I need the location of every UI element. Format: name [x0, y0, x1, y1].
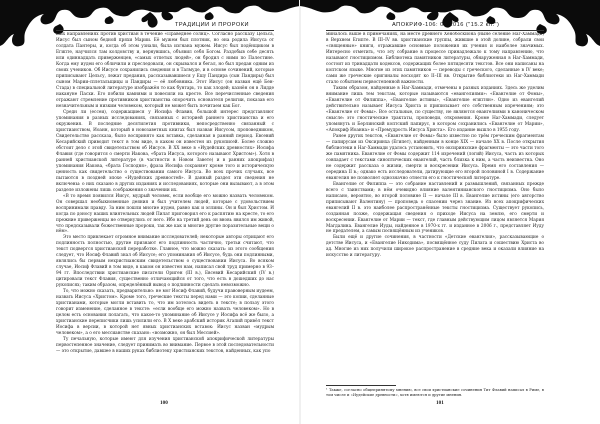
running-head-right: АПОКРИФ-106: 08.2016 ("15.2 кл.") — [392, 22, 500, 28]
left-paragraph: ших направлениях против христиан в течение «Праведнее солнц». Согласно рассказу Цельса, Иисус был сыном бедной пряхи Марии. Её мужем был плотник, но она родила Иисуса от солдата Пантеры, и, когда об этом узнали, была изгнана мужем. Иисус был подёнщиком в Египте, научился там колдовству и, вернувшись, объявил себя Богом. Раздобыв себе десять или одиннадцать приверженцев, «самых отпетых людей», он бродил с ними по Палестине. Когда ему иудеи его обличили и преследовали, он скрывался и бегал, но был предан одним из своих учеников. Об Иисусе сохранились сведения и в Талмуде, и в основе сочинений, которые приписывают Цельсу, лежат предания, рассказывавшиеся у Ешу Пандира (сын Пандиры) был сыном Марии-сплетальщицы и Пандиры — её любовника. Этот Иисус (он назван ещё Бен-Стада) в специальной литературе изображён то как бунтарь, то как злодей; казнён он в Лидде накануне Пасхи. Его побили камнями и повесили на кресте. Все перечисленные сведения отражают стремление противников христианства опорочить основателя религии, показав его незначительным и низким человеком, который не может быть почитаем как Бог. — [56, 32, 274, 109]
header-rule-right — [326, 30, 544, 31]
left-paragraph: То, что можно сказать, предварительно: не мог Иосиф Флавий, будучи правоверным иудеем, назвать Иисуса «Христом». Кроме того, греческие тексты перед нами — это копии, сделанные христианами, которые могли вставить то, что им хотелось видеть в тексте; в пользу этого говорит изменение, сделанное в тексте: «если вообще его можно назвать человеком». Но в целом есть основания полагать, что какое-то упоминание об Иисусе у Иосифа всё же было, а христианские переписчики лишь усилили его. В X веке арабский историк Агапий привёл текст Иосифа в версии, в которой нет явных христианских вставок: Иисус назван «мудрым человеком», а о его мессианстве сказано: «возможно, он был Мессией». — [56, 289, 274, 337]
right-paragraph: Ранее других текстов, «Евангелие от Фомы» было известно по трём греческим фрагментам — папирусам из Оксиринха (Египет), найденным в конце XIX — начале XX в. После открытия библиотеки в Наг-Хаммади удалось установить, что оксиринхские фрагменты — это части того же памятника. Евангелие от Фомы содержит 114 изречений (логий) Иисуса, часть из которых совпадает с текстами синоптических евангелий, часть близка к ним, а часть неизвестна. Оно не содержит рассказа о жизни, смерти и воскресении Иисуса. Время его составления — середина II в.; однако есть исследователи, датирующие его второй половиной I в. Содержание евангелия не позволяет однозначно отнести его к гностической литературе. — [326, 133, 544, 181]
footnote-rule — [326, 385, 396, 386]
right-paragraph: Были ещё и другие сочинения, в частности «Детские евангелия», рассказывающие о детстве Иисуса, и «Евангелие Никодима», посвящённое суду Пилата и сошествию Христа во ад. Многие из них получили широкое распространение в средние века и оказали влияние на искусство и литературу. — [326, 235, 544, 259]
right-paragraph: Таким образом, найденные в Наг-Хаммади, отмечены в разных изданиях. Здесь же уделим внимание лишь тем текстам, которые называются «евангелиями»: «Евангелие от Фомы», «Евангелие от Филиппа», «Евангелие истины», «Евангелие египтян». Одно из евангелий действительно называет Иисуса Христа и приписывает его собственным изречениям; это «Евангелие от Фомы». Все остальные, по существу, не являются евангелиями в каноническом смысле: это гностические трактаты, проповеди, откровения. Кроме Наг-Хаммади, следует упомянуть и Берлинский коптский папирус, в котором сохранились «Евангелие от Марии», «Апокриф Иоанна» и «Премудрость Иисуса Христа». Его издание вышло в 1955 году. — [326, 85, 544, 133]
running-head-left: ТРАДИЦИИ И ПРОРОКИ — [175, 22, 250, 28]
footnote: ¹ Также, согласно общепринятому мнению, все свои христианские сочинения Тит Флавий написал в Риме, в том числе и «Иудейские древности», хотя имеются и другие мнения. — [326, 388, 544, 397]
left-paragraph: Это место привлекает огромное внимание исследователей; некоторые авторы отрицают его подлинность полностью, другие признают его подлинность частично, третьи считают, что текст подвергся христианской переработке. Главное, что можно сказать: из этого сообщения следует, что Иосиф Флавий знал об Иисусе; его упоминания об Иисусе, будь они подлинными, являлись бы первым нехристианским свидетельством о существовании Иисуса. Во всяком случае, Иосиф Флавий в том виде, в каком он известен нам, написал свой труд примерно в 93–94 гг. Впоследствии христианские писатели Ориген (III в.), Евсевий Кесарийский (IV в.) цитировали текст Флавия, существенно отличающийся от того, что есть в дошедших до нас рукописях; таким образом, определённый вывод о подлинности сделать невозможно. — [56, 235, 274, 289]
right-text-column — [326, 32, 544, 382]
page-number-right: 101 — [436, 400, 444, 406]
left-text-column — [56, 32, 274, 396]
left-paragraph: Ту печальную, которые имеют для изучения христианской апокрифической литературы первостепенное значение, следует принимать во внимание. Первое в этой последовательности — это открытие, давшее в наших руках библиотеку христианских текстов, найденных, как упо — [56, 337, 274, 355]
header-rule-left — [56, 30, 274, 31]
right-paragraph: миналось выше в примечаниях, на месте древнего Хенобоскиона (ныне селение Наг-Хаммади) в Верхнем Египте. В III–IV вв. христианские группы, жившие в этой долине, собрали свои «священные» книги, отражавшие основные положения их учения и наиболее значимых. Интересно отметить, что эту собрание в процессе принадлежало к тому направлению, что называют гностицизмом. Библиотека памятников литературы, обнаруженная в Наг-Хаммади, состоит из тринадцати кодексов, содержащих более пятидесяти текстов. Все они написаны на коптском языке. Многие из этих памятников — переводы с греческого, сделанные в IV веке; сами же греческие оригиналы восходят ко II–III вв. Открытие библиотеки из Наг-Хаммади стало событием первостепенной важности. — [326, 32, 544, 85]
right-paragraph: Евангелие от Филиппа — это собрание наставлений и размышлений, связанных прежде всего с таинствами; в нём очевидно влияние валентинианского гностицизма. Оно было написано, вероятно, во второй половине II — начале III в. Евангелие истины (его авторство приписывают Валентину) — проповедь о спасении через знание. Из всех апокрифических евангелий II в. это наиболее распространённые тексты гностицизма. Существует рукопись, созданная позже, содержащая сведения о приходе Иисуса на землю, его смерти и воскресении. Евангелие от Марии — текст, где главным действующим лицом является Мария Магдалина. Евангелие Иуды, найденное в 1970-х гг. и изданное в 2006 г., представляет Иуду не предателем, а самым посвящённым из учеников. — [326, 181, 544, 235]
left-paragraph: «В то время появился Иисус, мудрый человек, если вообще его можно назвать человеком. Он совершал необыкновенные деяния и был учителем людей, которые с удовольствием воспринимали правду. За ним пошли многие иудеи, равно как и эллины. Он и был Христом. И когда по доносу наших влиятельных людей Пилат приговорил его к распятию на кресте, то его прежние приверженцы не отвернулись от него. Ибо на третий день он вновь явился им живой, что предсказывали божественные пророки, так же как и многие другие поразительные вещи о нём». — [56, 193, 274, 235]
right-page — [300, 0, 600, 424]
left-paragraph: Средн ли (ессеи), содержащиеся у Иосифа Флавия, большой интерес представляют упоминания в разных исследованиях, связанных с историей раннего христианства и его окружения. В последние десятилетия противники, непосредственно связанный с христианством, Иоанн, который в новозаветных книгах был назван Иисусом, проповедником, Свидетельство рассказа, было воспринято как вставка, сделанная в ранний период. Евсевий Кесарийский приводит текст в том виде, в каком он известен из рукописей. Более сложно обстоит дело с этой свидетельством об Иисусе. В XX веке в «Иудейских древностях» Иосифа Флавия (где говорится о смерти Иакова, «брата Иисуса, которого называют Христом»). Хотя в ранней христианской литературе (в частности в Новом Завете) и в ранних апокрифах) упоминания Иакова, «брата Господня», фраза Иосифа сохраняет кроме того и историческую ценность как свидетельство о существовании самого Иисуса. Во всех прочих случаях, все пытаются в поздней эпохе «Иудейских древностей». В данный раздел эти сведения не включены: о них сказано в других изданиях и исследованиях, которые они вызывают, а в этом разделе изложены лишь соображения о значении их. — [56, 109, 274, 193]
page-number-left: 100 — [160, 400, 168, 406]
